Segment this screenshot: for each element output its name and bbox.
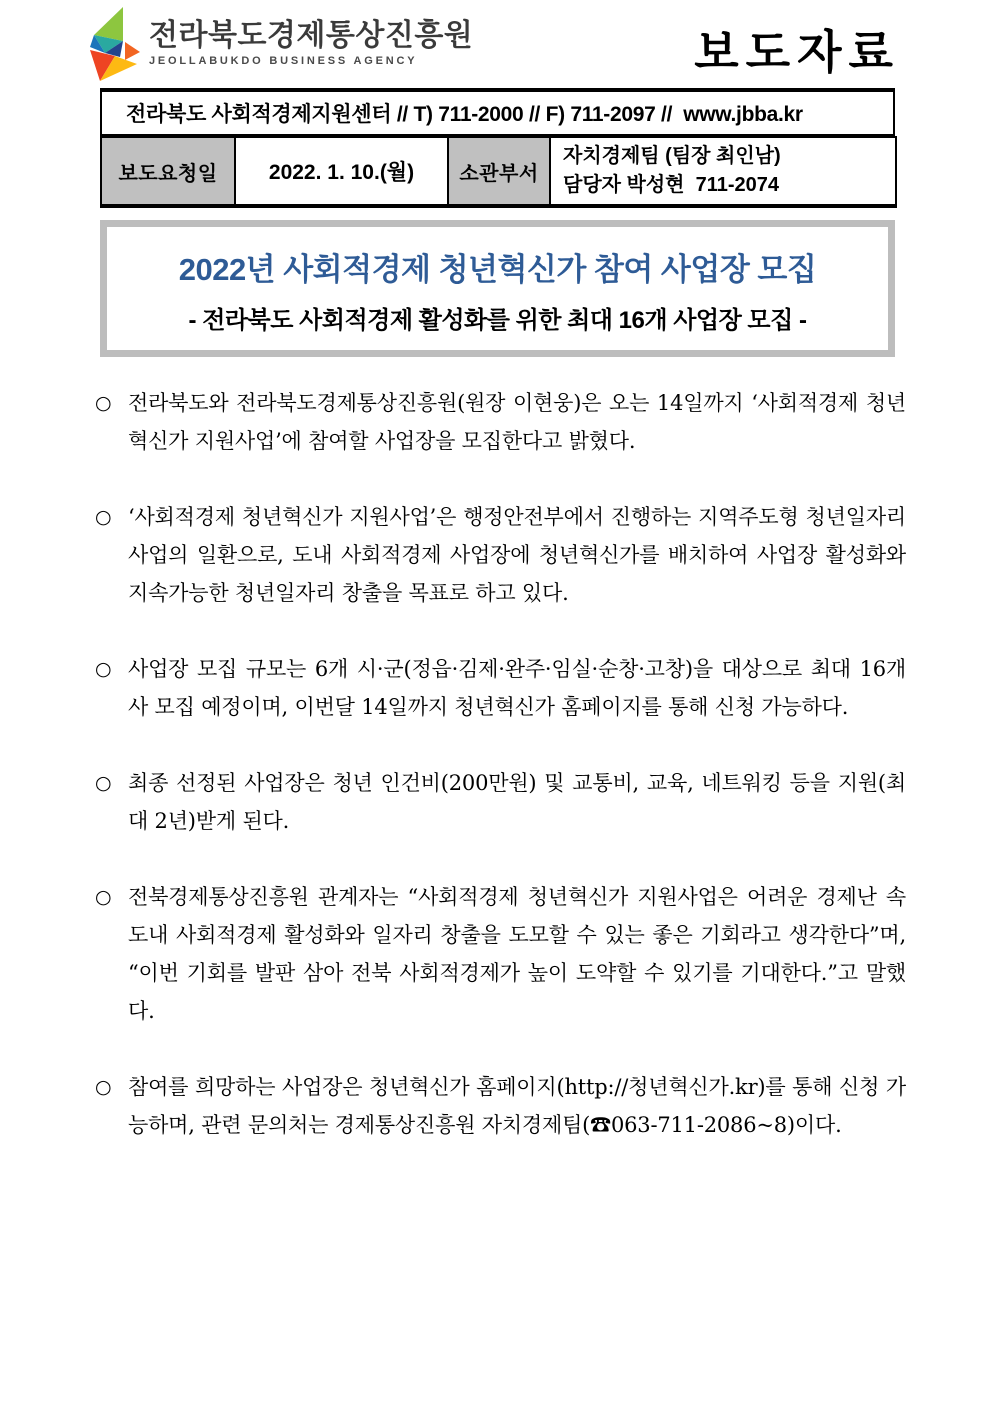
masthead xyxy=(85,6,900,88)
department-label: 소관부서 xyxy=(448,137,550,206)
paragraph-text: ‘사회적경제 청년혁신가 지원사업’은 행정안전부에서 진행하는 지역주도형 청년일자리 사업의 일환으로, 도내 사회적경제 사업장에 청년혁신가를 배치하여 사업장 활성화와 지속가능한 청년일자리 창출을 목표로 하고 있다. xyxy=(128,505,906,605)
headline-title: 2022년 사회적경제 청년혁신가 참여 사업장 모집 xyxy=(178,252,817,287)
paragraph xyxy=(95,764,906,840)
bullet-circle-icon: ○ xyxy=(95,1076,112,1098)
info-table-row xyxy=(101,137,896,206)
bullet-circle-icon: ○ xyxy=(95,772,112,794)
bullet-circle-icon: ○ xyxy=(95,658,112,680)
paragraph xyxy=(95,498,906,612)
agency-name-korean: 전라북도경제통상진흥원 xyxy=(149,19,474,52)
contact-bar xyxy=(100,88,895,136)
bullet-circle-icon: ○ xyxy=(95,392,112,414)
article-body xyxy=(95,384,906,1144)
agency-name-english: JEOLLABUKDO BUSINESS AGENCY xyxy=(149,55,418,67)
press-release-page xyxy=(0,6,992,1409)
bullet-circle-icon: ○ xyxy=(95,886,112,908)
paragraph-text: 전북경제통상진흥원 관계자는 “사회적경제 청년혁신가 지원사업은 어려운 경제난 속 도내 사회적경제 활성화와 일자리 창출을 도모할 수 있는 좋은 기회라고 생각한다”며, “이번 기회를 발판 삼아 전북 사회적경제가 높이 도약할 수 있기를 기대한다.”고 말했다. xyxy=(128,885,906,1023)
paragraph xyxy=(95,650,906,726)
paragraph-text: 참여를 희망하는 사업장은 청년혁신가 홈페이지(http://청년혁신가.kr)를 통해 신청 가능하며, 관련 문의처는 경제통상진흥원 자치경제팀(☎063-711-2086~8)이다. xyxy=(128,1075,906,1137)
paragraph-text: 전라북도와 전라북도경제통상진흥원(원장 이현웅)은 오는 14일까지 ‘사회적경제 청년혁신가 지원사업’에 참여할 사업장을 모집한다고 밝혔다. xyxy=(128,391,906,453)
paragraph xyxy=(95,384,906,460)
headline-subtitle: - 전라북도 사회적경제 활성화를 위한 최대 16개 사업장 모집 - xyxy=(188,307,807,334)
paragraph-text: 사업장 모집 규모는 6개 시·군(정읍·김제·완주·임실·순창·고창)을 대상으로 최대 16개사 모집 예정이며, 이번달 14일까지 청년혁신가 홈페이지를 통해 신청 가능하다. xyxy=(128,657,906,719)
paragraph xyxy=(95,1068,906,1144)
paragraph xyxy=(95,878,906,1030)
agency-logo-icon xyxy=(85,6,141,82)
bullet-circle-icon: ○ xyxy=(95,506,112,528)
agency-logo xyxy=(85,6,473,82)
department-contact-line: 담당자 박성현 711-2074 xyxy=(563,174,780,196)
headline-box xyxy=(100,220,895,357)
agency-logo-text xyxy=(149,20,473,67)
press-release-masthead-title: 보도자료 xyxy=(694,26,900,78)
paragraph-text: 최종 선정된 사업장은 청년 인건비(200만원) 및 교통비, 교육, 네트워킹 등을 지원(최대 2년)받게 된다. xyxy=(128,771,906,833)
info-table xyxy=(100,136,897,208)
department-value xyxy=(550,137,896,206)
department-team-line: 자치경제팀 (팀장 최인남) xyxy=(563,145,781,167)
request-date-value: 2022. 1. 10.(월) xyxy=(235,137,448,206)
request-date-label: 보도요청일 xyxy=(101,137,235,206)
contact-bar-text: 전라북도 사회적경제지원센터 // T) 711-2000 // F) 711-2097 // www.jbba.kr xyxy=(126,103,803,126)
